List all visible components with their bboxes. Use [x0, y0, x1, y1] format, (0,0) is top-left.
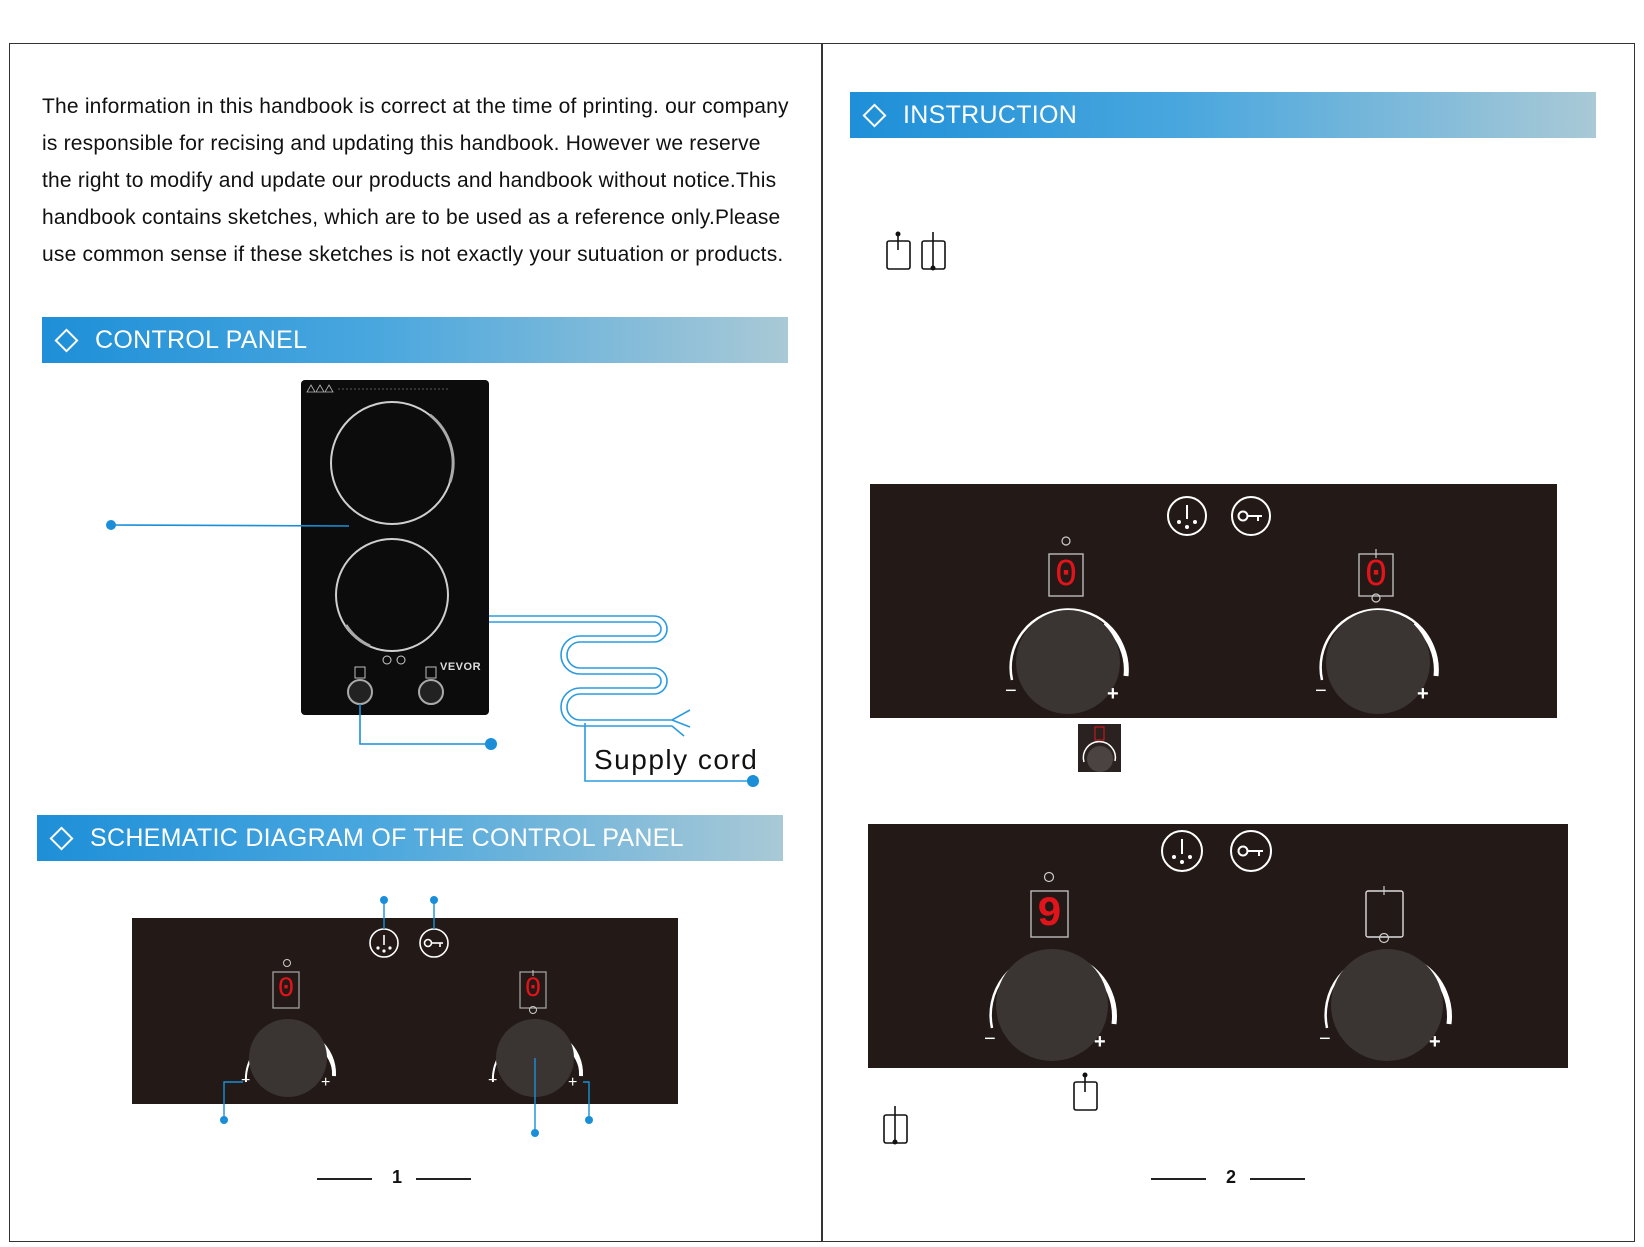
- schematic-digit-right: 0: [524, 974, 542, 1005]
- svg-text:−: −: [1005, 680, 1017, 702]
- svg-text:+: +: [1094, 1031, 1106, 1053]
- page-number-2: 2: [1226, 1167, 1237, 1187]
- knob-down-icon: [884, 1106, 907, 1143]
- panel1-digit-right: 0: [1364, 554, 1388, 597]
- svg-text:−: −: [984, 1028, 996, 1050]
- svg-text:+: +: [1429, 1031, 1441, 1053]
- knob-up-icon: [887, 233, 910, 269]
- page-number-rule-left: [1151, 1178, 1206, 1180]
- panel2-knob-left: [996, 949, 1108, 1061]
- svg-text:−: −: [1319, 1028, 1331, 1050]
- svg-text:−: −: [488, 1072, 498, 1089]
- brand-logo: VEVOR: [440, 661, 482, 673]
- knob-down-icon: [922, 232, 945, 269]
- panel1-knob-right: [1326, 610, 1430, 714]
- panel1-digit-left: 0: [1054, 554, 1078, 597]
- svg-text:+: +: [568, 1074, 578, 1091]
- panel2-knob-right: [1331, 949, 1443, 1061]
- svg-text:+: +: [1107, 683, 1119, 705]
- instruction-panel-1: [870, 484, 1557, 718]
- svg-text:+: +: [321, 1074, 331, 1091]
- panel2-digit-left: 9: [1036, 890, 1063, 938]
- page-number-1: 1: [392, 1167, 403, 1187]
- svg-text:−: −: [1315, 680, 1327, 702]
- panel1-knob-left: [1016, 610, 1120, 714]
- schematic-title: SCHEMATIC DIAGRAM OF THE CONTROL PANEL: [90, 823, 684, 852]
- control-panel-title: CONTROL PANEL: [95, 325, 308, 354]
- svg-text:−: −: [241, 1072, 251, 1089]
- svg-text:+: +: [1417, 683, 1429, 705]
- instruction-panel-2: [868, 824, 1568, 1068]
- knob-up-icon: [1074, 1074, 1097, 1110]
- supply-cord-label: Supply cord: [594, 744, 759, 775]
- schematic-digit-left: 0: [277, 974, 295, 1005]
- knob-thumbnail: [1078, 724, 1121, 772]
- intro-paragraph: The information in this handbook is correct at the time of printing. our company is responsible for recising and updating this handbook. However we reserve the right to modify and update our products and handbook without notice.This handbook contains sketches, which are to be used as a reference only.Please use common sense if these sketches is not exactly your sutuation or products.: [42, 95, 789, 266]
- page-number-rule-right: [1250, 1178, 1305, 1180]
- instruction-title: INSTRUCTION: [903, 100, 1078, 129]
